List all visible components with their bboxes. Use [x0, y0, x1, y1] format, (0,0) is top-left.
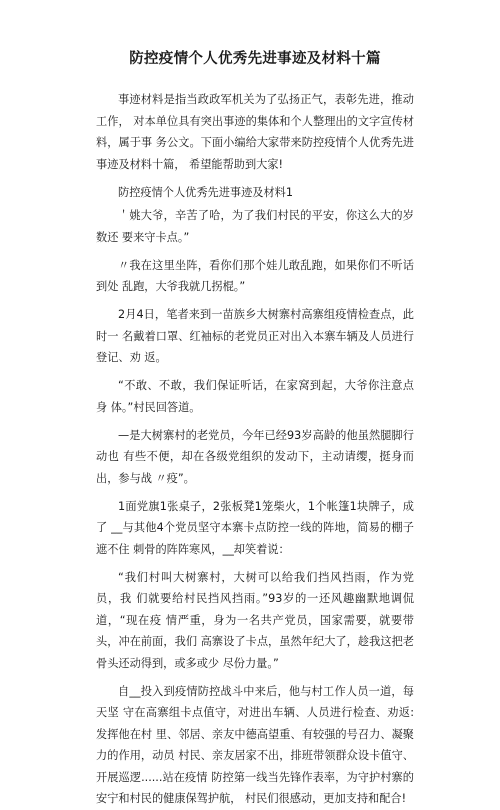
closing-paragraph: 自__投入到疫情防控战斗中来后，他与村工作人员一道，每天坚 守在高寨组卡点值守，对进出车辆、人员进行检查、劝返:发挥他在村 里、邻居、亲友中德高望重、有较强的号召力、凝聚力的作用，动员 村民、亲友居家不出，排班带领群众设卡值守、开展巡逻......站在疫情 防控第一线当先锋作表率，为守护村寨的安宁和村民的健康保驾护航， 村民们很感动，更加支持和配合!: [96, 684, 414, 805]
intro-paragraph: 事迹材料是指当政政军机关为了弘扬正气，表彰先进，推动工作， 对本单位具有突出事迹的集体和个人整理出的文字宣传材料，属于事 务公文。下面小编给大家带来防控疫情个人优秀先进事迹及材料十篇， 希望能帮助到大家!: [96, 93, 414, 171]
party-member-paragraph: —是大树寨村的老党员，今年已经93岁高龄的他虽然腿脚行动也 有些不便，却在各级党组织的发动下，主动请缨，挺身而出，参与战 〃疫”。: [96, 428, 414, 485]
quote-paragraph-3: “我们村叫大树寨村，大树可以给我们挡风挡雨，作为党员，我 们就要给村民挡风挡雨。”93岁的一还风趣幽默地调侃道，“现在疫 情严重，身为一名共产党员，国家需要，就要带头，冲在前面，我们 高寨设了卡点，虽然年纪大了，趁我这把老骨头还动得到，或多或少 尽份力量。”: [96, 570, 414, 670]
body-paragraph-date: 2月4日，笔者来到一苗族乡大树寨村高寨组疫情检查点，此时一 名戴着口罩、红袖标的老党员正对出入本寨车辆及人员进行登记、劝 返。: [96, 308, 414, 364]
quote-paragraph-1: ＇姚大爷，辛苦了哈，为了我们村民的平安，你这么大的岁数还 要来守卡点。”: [96, 209, 414, 244]
villager-reply-paragraph: “不敢、不敢，我们保证听话，在家窝到起，大爷你注意点身 体。”村民回答道。: [96, 379, 414, 414]
document-title: 防控疫情个人优秀先进事迹及材料十篇: [129, 51, 381, 67]
checkpoint-paragraph: 1面党旗1张桌子，2张板凳1笼柴火，1个帐篷1块牌子，成了 __与其他4个党员坚守本寨卡点防控一线的阵地，简易的棚子遮不住 刺骨的阵阵寒风，__却笑着说：: [96, 499, 414, 556]
section-heading: 防控疫情个人优秀先进事迹及材料1: [118, 185, 293, 199]
quote-paragraph-2: 〃我在这里坐阵，看你们那个娃儿敢乱跑，如果你们不听话到处 乱跑，大爷我就几拐棍。”: [96, 258, 414, 293]
